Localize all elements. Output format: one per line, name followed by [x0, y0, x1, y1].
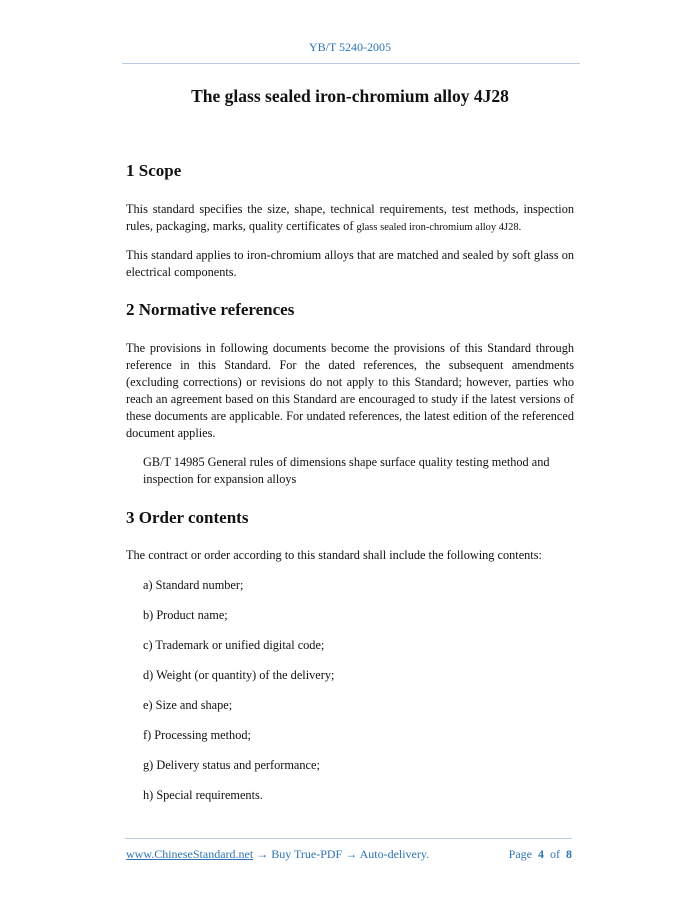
page-footer — [126, 847, 576, 865]
document-title: The glass sealed iron-chromium alloy 4J28 — [191, 86, 509, 106]
section-heading-normative-references: 2 Normative references — [126, 300, 295, 319]
footer-site-link[interactable]: www.ChineseStandard.net — [126, 847, 254, 861]
order-list-item: d) Weight (or quantity) of the delivery; — [143, 668, 335, 682]
page-current: 4 — [538, 847, 544, 861]
page-total: 8 — [566, 847, 572, 861]
order-list-item: b) Product name; — [143, 608, 228, 622]
order-list-item: g) Delivery status and performance; — [143, 758, 320, 772]
scope-paragraph-1-text: This standard specifies the size, shape, technical requirements, test methods, inspection rules, packaging, marks, quality certificates of — [126, 202, 574, 233]
order-intro: The contract or order according to this standard shall include the following contents: — [126, 548, 542, 562]
page-of-label: of — [550, 847, 560, 861]
normative-reference-item: GB/T 14985 General rules of dimensions shape surface quality testing method and inspection for expansion alloys — [143, 455, 550, 486]
page-indicator — [509, 847, 572, 862]
scope-paragraph-2: This standard applies to iron-chromium alloys that are matched and sealed by soft glass on electrical components. — [126, 248, 574, 279]
scope-paragraph-1 — [126, 201, 574, 236]
order-list-item: f) Processing method; — [143, 728, 251, 742]
order-list-item: h) Special requirements. — [143, 788, 263, 802]
footer-promo-text: → Buy True-PDF → Auto-delivery. — [253, 847, 430, 861]
page-label: Page — [508, 847, 532, 861]
scope-paragraph-1-product: glass sealed iron-chromium alloy 4J28. — [356, 222, 522, 233]
section-heading-scope: 1 Scope — [126, 161, 182, 180]
section-heading-order-contents: 3 Order contents — [126, 508, 249, 527]
order-list-item: e) Size and shape; — [143, 698, 233, 712]
normative-paragraph: The provisions in following documents become the provisions of this Standard through reference in this Standard. For the dated references, the subsequent amendments (excluding corrections) or revisions do not apply to this Standard; however, parties who reach an agreement based on this Standard are encouraged to study if the latest versions of these documents are applicable. For undated references, the latest edition of the referenced document applies. — [126, 341, 574, 440]
page-header-standard-code: YB/T 5240-2005 — [308, 40, 392, 54]
header-divider — [122, 63, 580, 64]
order-list-item: a) Standard number; — [143, 578, 244, 592]
order-list-item: c) Trademark or unified digital code; — [143, 638, 325, 652]
footer-divider — [125, 838, 572, 839]
